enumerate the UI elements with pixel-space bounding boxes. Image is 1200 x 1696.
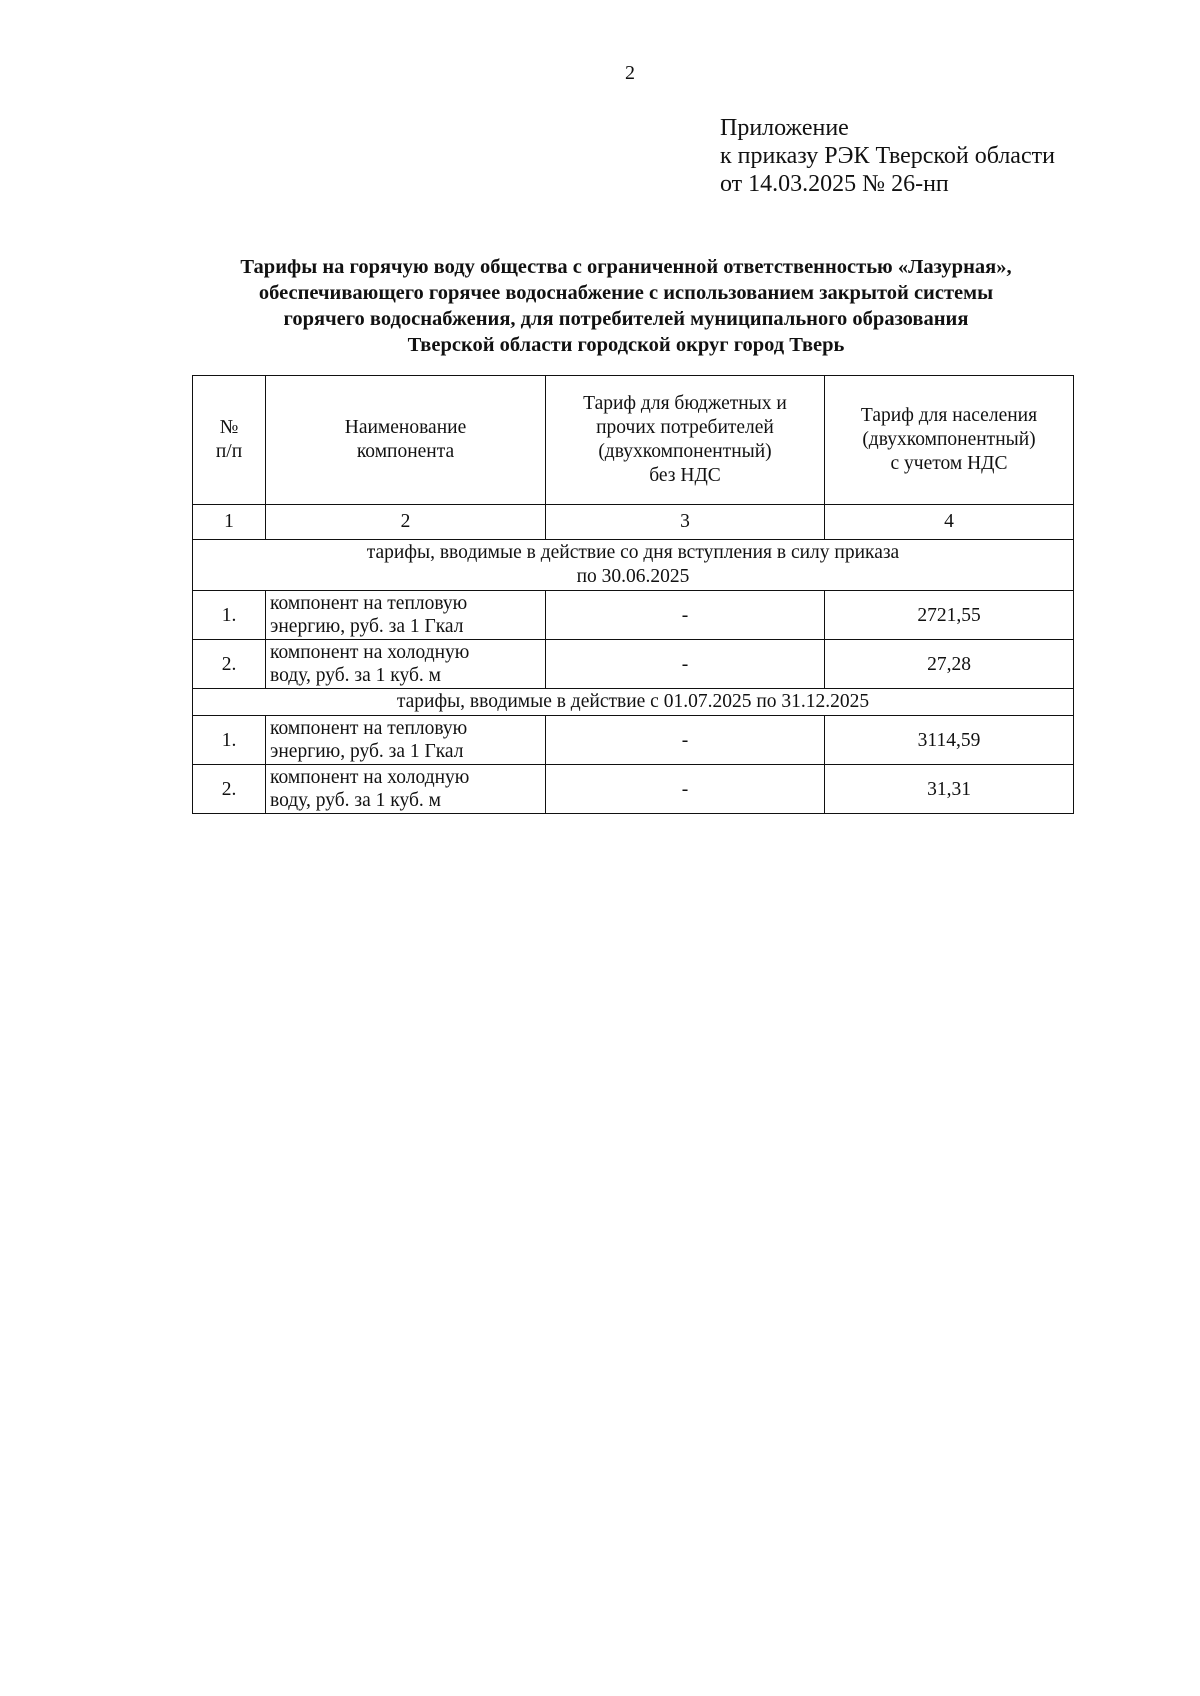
title-line: Тарифы на горячую воду общества с ограниченной ответственностью «Лазурная»,: [240, 256, 1012, 278]
period-label: тарифы, вводимые в действие с 01.07.2025 по 31.12.2025: [193, 689, 1074, 716]
title-line: обеспечивающего горячее водоснабжение с использованием закрытой системы: [258, 282, 994, 304]
header-cell-population-tariff: Тариф для населения (двухкомпонентный) с учетом НДС: [825, 376, 1074, 505]
appendix-line: от 14.03.2025 № 26-нп: [720, 171, 949, 197]
header-cell-number: № п/п: [193, 376, 266, 505]
column-number: 1: [193, 505, 266, 540]
header-row: [193, 376, 1074, 505]
budget-tariff: -: [546, 640, 825, 689]
title-line: горячего водоснабжения, для потребителей муниципального образования: [283, 308, 969, 330]
population-tariff: 3114,59: [825, 716, 1074, 765]
table-row: [193, 640, 1074, 689]
population-tariff: 31,31: [825, 765, 1074, 814]
period-row: [193, 540, 1074, 591]
table-row: [193, 591, 1074, 640]
budget-tariff: -: [546, 716, 825, 765]
row-number: 1.: [193, 716, 266, 765]
column-number-row: [193, 505, 1074, 540]
header-cell-budget-tariff: Тариф для бюджетных и прочих потребителей (двухкомпонентный) без НДС: [546, 376, 825, 505]
appendix-line: к приказу РЭК Тверской области: [720, 143, 1055, 169]
period-label: тарифы, вводимые в действие со дня вступления в силу приказа по 30.06.2025: [193, 540, 1074, 591]
appendix-block: [720, 114, 1055, 198]
component-name: компонент на тепловую энергию, руб. за 1 Гкал: [266, 591, 546, 640]
component-name: компонент на холодную воду, руб. за 1 куб. м: [266, 640, 546, 689]
column-number: 4: [825, 505, 1074, 540]
table-row: [193, 765, 1074, 814]
document-title: [192, 254, 1060, 358]
appendix-line: Приложение: [720, 115, 849, 141]
column-number: 3: [546, 505, 825, 540]
table-row: [193, 716, 1074, 765]
period-row: [193, 689, 1074, 716]
row-number: 2.: [193, 640, 266, 689]
tariffs-table: [192, 375, 1074, 814]
population-tariff: 27,28: [825, 640, 1074, 689]
budget-tariff: -: [546, 591, 825, 640]
row-number: 2.: [193, 765, 266, 814]
component-name: компонент на тепловую энергию, руб. за 1 Гкал: [266, 716, 546, 765]
page-number: 2: [625, 62, 635, 84]
component-name: компонент на холодную воду, руб. за 1 куб. м: [266, 765, 546, 814]
column-number: 2: [266, 505, 546, 540]
budget-tariff: -: [546, 765, 825, 814]
header-cell-component: Наименование компонента: [266, 376, 546, 505]
population-tariff: 2721,55: [825, 591, 1074, 640]
title-line: Тверской области городской округ город Тверь: [407, 334, 845, 356]
row-number: 1.: [193, 591, 266, 640]
